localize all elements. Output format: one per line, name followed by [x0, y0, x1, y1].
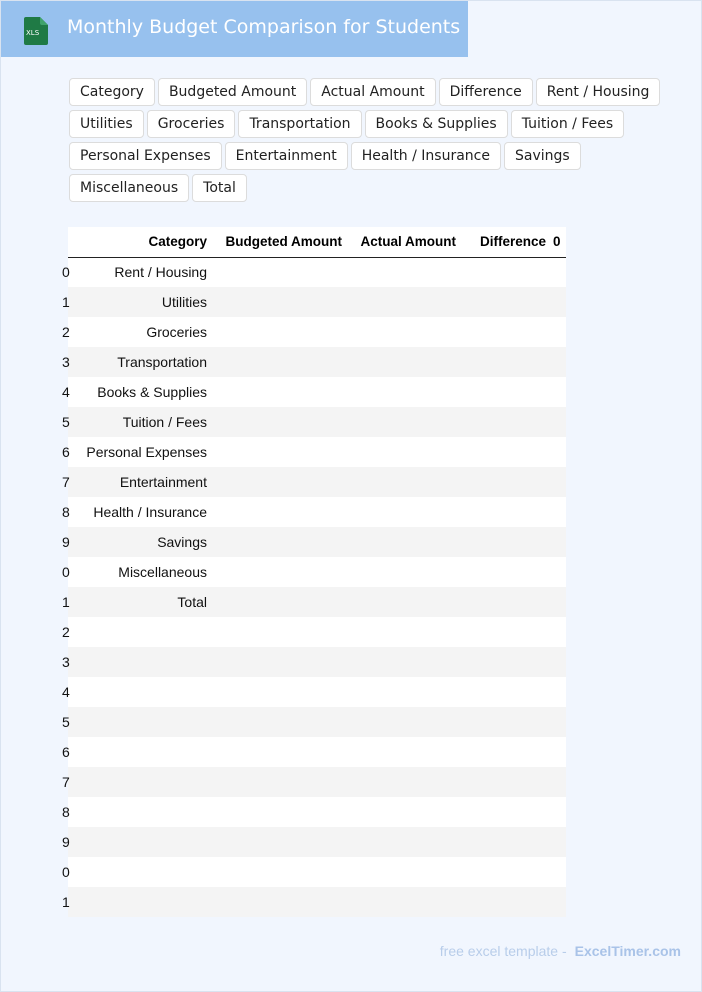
budgeted-cell[interactable] — [214, 377, 349, 407]
footer-brand-link[interactable]: ExcelTimer.com — [574, 943, 681, 959]
column-tag-list — [69, 78, 689, 202]
column-tag[interactable]: Personal Expenses — [69, 142, 222, 170]
row-index: 2 — [62, 624, 70, 640]
table-row — [68, 527, 566, 557]
zero-cell[interactable] — [553, 437, 566, 467]
category-cell[interactable] — [80, 797, 214, 827]
category-cell[interactable]: Utilities — [80, 287, 214, 317]
budgeted-cell[interactable] — [214, 677, 349, 707]
zero-cell[interactable] — [553, 617, 566, 647]
zero-cell[interactable] — [553, 647, 566, 677]
actual-cell[interactable] — [349, 797, 463, 827]
actual-cell[interactable] — [349, 347, 463, 377]
actual-cell[interactable] — [349, 857, 463, 887]
row-index: 9 — [62, 834, 70, 850]
table-row — [68, 617, 566, 647]
difference-cell[interactable] — [463, 767, 553, 797]
actual-cell[interactable] — [349, 887, 463, 917]
row-index-cell — [62, 467, 80, 497]
category-cell[interactable] — [80, 707, 214, 737]
difference-cell[interactable] — [463, 827, 553, 857]
row-index: 3 — [62, 654, 70, 670]
category-cell[interactable]: Personal Expenses — [80, 437, 214, 467]
actual-cell[interactable] — [349, 557, 463, 587]
category-cell[interactable]: Total — [80, 587, 214, 617]
budgeted-cell[interactable] — [214, 767, 349, 797]
table-row — [68, 467, 566, 497]
budgeted-cell[interactable] — [214, 737, 349, 767]
actual-cell[interactable] — [349, 767, 463, 797]
row-index: 5 — [62, 414, 70, 430]
table-row — [68, 677, 566, 707]
row-index-cell — [62, 407, 80, 437]
difference-cell[interactable] — [463, 527, 553, 557]
row-index: 1 — [62, 894, 70, 910]
actual-cell[interactable] — [349, 497, 463, 527]
column-tag[interactable]: Rent / Housing — [536, 78, 661, 106]
table-row — [68, 857, 566, 887]
row-index-cell — [62, 527, 80, 557]
row-index: 7 — [62, 774, 70, 790]
column-tag[interactable]: Transportation — [238, 110, 361, 138]
column-tag[interactable]: Difference — [439, 78, 533, 106]
row-index: 9 — [62, 534, 70, 550]
budgeted-cell[interactable] — [214, 797, 349, 827]
difference-cell[interactable] — [463, 857, 553, 887]
budget-table-container[interactable] — [62, 227, 566, 917]
svg-text:XLS: XLS — [26, 29, 40, 37]
table-row — [68, 257, 566, 287]
table-row — [68, 407, 566, 437]
row-index: 6 — [62, 744, 70, 760]
difference-cell[interactable] — [463, 317, 553, 347]
column-tag[interactable]: Books & Supplies — [365, 110, 508, 138]
budgeted-cell[interactable] — [214, 857, 349, 887]
actual-cell[interactable] — [349, 587, 463, 617]
actual-cell[interactable] — [349, 257, 463, 287]
table-row — [68, 587, 566, 617]
zero-cell[interactable] — [553, 857, 566, 887]
actual-cell[interactable] — [349, 527, 463, 557]
difference-cell[interactable] — [463, 557, 553, 587]
budgeted-cell[interactable] — [214, 437, 349, 467]
table-row — [68, 377, 566, 407]
category-cell[interactable]: Groceries — [80, 317, 214, 347]
category-cell[interactable]: Miscellaneous — [80, 557, 214, 587]
actual-cell[interactable] — [349, 647, 463, 677]
header-difference[interactable]: Difference — [463, 227, 553, 257]
row-index-cell — [62, 737, 80, 767]
category-cell[interactable]: Entertainment — [80, 467, 214, 497]
actual-cell[interactable] — [349, 467, 463, 497]
row-index: 7 — [62, 474, 70, 490]
category-cell[interactable] — [80, 647, 214, 677]
title-bar — [1, 1, 468, 57]
table-row — [68, 737, 566, 767]
table-row — [68, 287, 566, 317]
row-index: 4 — [62, 384, 70, 400]
difference-cell[interactable] — [463, 737, 553, 767]
budgeted-cell[interactable] — [214, 887, 349, 917]
actual-cell[interactable] — [349, 437, 463, 467]
budgeted-cell[interactable] — [214, 647, 349, 677]
difference-cell[interactable] — [463, 617, 553, 647]
budgeted-cell[interactable] — [214, 497, 349, 527]
difference-cell[interactable] — [463, 347, 553, 377]
table-row — [68, 827, 566, 857]
row-index-cell — [62, 257, 80, 287]
category-cell[interactable]: Transportation — [80, 347, 214, 377]
category-cell[interactable] — [80, 737, 214, 767]
header-category[interactable]: Category — [80, 227, 214, 257]
row-index-cell — [62, 557, 80, 587]
category-cell[interactable]: Books & Supplies — [80, 377, 214, 407]
column-tag[interactable]: Budgeted Amount — [158, 78, 307, 106]
budgeted-cell[interactable] — [214, 347, 349, 377]
budgeted-cell[interactable] — [214, 287, 349, 317]
row-index-cell — [62, 287, 80, 317]
category-cell[interactable] — [80, 677, 214, 707]
zero-cell[interactable] — [553, 497, 566, 527]
actual-cell[interactable] — [349, 617, 463, 647]
column-tag[interactable]: Utilities — [69, 110, 144, 138]
category-cell[interactable] — [80, 857, 214, 887]
column-tag[interactable]: Health / Insurance — [351, 142, 501, 170]
budgeted-cell[interactable] — [214, 407, 349, 437]
row-index-cell — [62, 857, 80, 887]
zero-cell[interactable] — [553, 677, 566, 707]
zero-cell[interactable] — [553, 287, 566, 317]
category-cell[interactable]: Rent / Housing — [80, 257, 214, 287]
column-tag[interactable]: Total — [192, 174, 247, 202]
column-tag[interactable]: Entertainment — [225, 142, 348, 170]
zero-cell[interactable] — [553, 407, 566, 437]
actual-cell[interactable] — [349, 287, 463, 317]
row-index-cell — [62, 497, 80, 527]
table-row — [68, 647, 566, 677]
row-index: 1 — [62, 294, 70, 310]
budget-table — [62, 227, 566, 917]
row-index-cell — [62, 647, 80, 677]
zero-cell[interactable] — [553, 797, 566, 827]
row-index: 0 — [62, 864, 70, 880]
table-row — [68, 797, 566, 827]
row-index: 8 — [62, 804, 70, 820]
page-title: Monthly Budget Comparison for Students — [67, 16, 461, 38]
category-cell[interactable]: Tuition / Fees — [80, 407, 214, 437]
row-index-cell — [62, 317, 80, 347]
difference-cell[interactable] — [463, 257, 553, 287]
row-index-cell — [62, 767, 80, 797]
actual-cell[interactable] — [349, 317, 463, 347]
table-row — [68, 707, 566, 737]
difference-cell[interactable] — [463, 407, 553, 437]
row-index-cell — [62, 707, 80, 737]
budgeted-cell[interactable] — [214, 587, 349, 617]
row-index: 5 — [62, 714, 70, 730]
header-index — [68, 227, 80, 257]
row-index-cell — [62, 347, 80, 377]
category-cell[interactable] — [80, 887, 214, 917]
row-index-cell — [62, 797, 80, 827]
row-index-cell — [62, 377, 80, 407]
column-tag[interactable]: Tuition / Fees — [511, 110, 624, 138]
difference-cell[interactable] — [463, 287, 553, 317]
category-cell[interactable] — [80, 617, 214, 647]
budgeted-cell[interactable] — [214, 827, 349, 857]
table-row — [68, 557, 566, 587]
category-cell[interactable]: Health / Insurance — [80, 497, 214, 527]
table-row — [68, 317, 566, 347]
header-budgeted-amount[interactable]: Budgeted Amount — [214, 227, 349, 257]
difference-cell[interactable] — [463, 437, 553, 467]
budgeted-cell[interactable] — [214, 257, 349, 287]
column-tag[interactable]: Category — [69, 78, 155, 106]
table-row — [68, 767, 566, 797]
zero-cell[interactable] — [553, 827, 566, 857]
row-index: 0 — [62, 264, 70, 281]
zero-cell[interactable] — [553, 557, 566, 587]
budgeted-cell[interactable] — [214, 317, 349, 347]
zero-cell[interactable] — [553, 737, 566, 767]
difference-cell[interactable] — [463, 587, 553, 617]
row-index: 8 — [62, 504, 70, 520]
table-row — [68, 497, 566, 527]
row-index-cell — [62, 887, 80, 917]
difference-cell[interactable] — [463, 647, 553, 677]
budgeted-cell[interactable] — [214, 557, 349, 587]
zero-cell[interactable] — [553, 377, 566, 407]
budgeted-cell[interactable] — [214, 467, 349, 497]
zero-cell[interactable] — [553, 587, 566, 617]
table-header-row — [68, 227, 566, 257]
column-tag[interactable]: Groceries — [147, 110, 236, 138]
header-zero[interactable]: 0 — [553, 227, 566, 257]
difference-cell[interactable] — [463, 467, 553, 497]
category-cell[interactable] — [80, 827, 214, 857]
actual-cell[interactable] — [349, 737, 463, 767]
budgeted-cell[interactable] — [214, 527, 349, 557]
row-index: 6 — [62, 444, 70, 460]
actual-cell[interactable] — [349, 377, 463, 407]
row-index-cell — [62, 437, 80, 467]
footer-text: free excel template - — [439, 943, 567, 959]
actual-cell[interactable] — [349, 827, 463, 857]
zero-cell[interactable] — [553, 527, 566, 557]
difference-cell[interactable] — [463, 797, 553, 827]
zero-cell[interactable] — [553, 767, 566, 797]
difference-cell[interactable] — [463, 497, 553, 527]
row-index: 4 — [62, 684, 70, 700]
table-row — [68, 347, 566, 377]
row-index: 1 — [62, 594, 70, 610]
actual-cell[interactable] — [349, 407, 463, 437]
zero-cell[interactable] — [553, 467, 566, 497]
difference-cell[interactable] — [463, 887, 553, 917]
table-row — [68, 887, 566, 917]
header-actual-amount[interactable]: Actual Amount — [349, 227, 463, 257]
zero-cell[interactable] — [553, 707, 566, 737]
difference-cell[interactable] — [463, 677, 553, 707]
column-tag[interactable]: Miscellaneous — [69, 174, 189, 202]
row-index-cell — [62, 587, 80, 617]
category-cell[interactable] — [80, 767, 214, 797]
zero-cell[interactable] — [553, 317, 566, 347]
row-index: 2 — [62, 324, 70, 340]
row-index: 3 — [62, 354, 70, 370]
row-index-cell — [62, 677, 80, 707]
row-index: 0 — [62, 564, 70, 580]
table-row — [68, 437, 566, 467]
row-index-cell — [62, 617, 80, 647]
footer-credit — [440, 943, 681, 959]
actual-cell[interactable] — [349, 707, 463, 737]
actual-cell[interactable] — [349, 677, 463, 707]
budgeted-cell[interactable] — [214, 617, 349, 647]
zero-cell[interactable] — [553, 257, 566, 287]
difference-cell[interactable] — [463, 377, 553, 407]
column-tag[interactable]: Actual Amount — [310, 78, 435, 106]
column-tag[interactable]: Savings — [504, 142, 581, 170]
row-index-cell — [62, 827, 80, 857]
excel-file-icon — [22, 15, 50, 45]
budgeted-cell[interactable] — [214, 707, 349, 737]
category-cell[interactable]: Savings — [80, 527, 214, 557]
zero-cell[interactable] — [553, 887, 566, 917]
zero-cell[interactable] — [553, 347, 566, 377]
difference-cell[interactable] — [463, 707, 553, 737]
